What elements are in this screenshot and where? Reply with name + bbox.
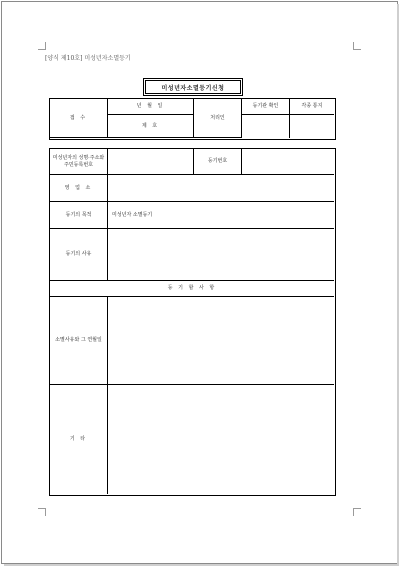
register-number-label: 등기번호 [194,149,242,175]
main-block [49,148,336,496]
receipt-label: 접 수 [50,99,108,138]
purpose-value[interactable]: 미성년자 소멸등기 [108,202,334,229]
office-label: 영 업 소 [50,175,108,202]
notice-label: 각종 통지 [290,99,334,115]
purpose-label: 등기의 목적 [50,202,108,229]
annulment-field[interactable] [108,297,334,385]
receipt-date-label: 년 월 일 [108,99,194,115]
notice-field[interactable] [290,115,334,138]
office-field[interactable] [108,175,334,202]
registrar-confirm-field[interactable] [242,115,290,138]
crop-mark-top-right [353,42,361,50]
reason-field[interactable] [108,229,334,281]
register-number-field[interactable] [242,149,334,175]
reason-label: 등기의 사유 [50,229,108,281]
crop-mark-bottom-left [38,508,46,516]
form-title: 미성년자소멸등기신청 [145,80,241,94]
receipt-number-label: 제 호 [108,115,194,138]
other-field[interactable] [108,385,334,494]
registrar-confirm-label: 등기관 확인 [242,99,290,115]
form-name: 미성년자소멸등기 [84,55,131,62]
crop-mark-bottom-right [353,508,361,516]
form-number: [양식 제10호] [45,55,83,62]
receipt-block [49,98,336,140]
other-label: 기 타 [50,385,108,494]
page-shadow-right [397,4,399,566]
form-header [45,53,131,62]
section-title: 등 기 할 사 항 [50,281,334,297]
crop-mark-top-left [38,42,46,50]
processing-label: 처리인 [194,99,242,138]
applicant-label: 미성년자의 성명·주소와 주민등록번호 [50,149,108,175]
annulment-label: 소멸사유와 그 연월일 [50,297,108,385]
applicant-field[interactable] [108,149,194,175]
